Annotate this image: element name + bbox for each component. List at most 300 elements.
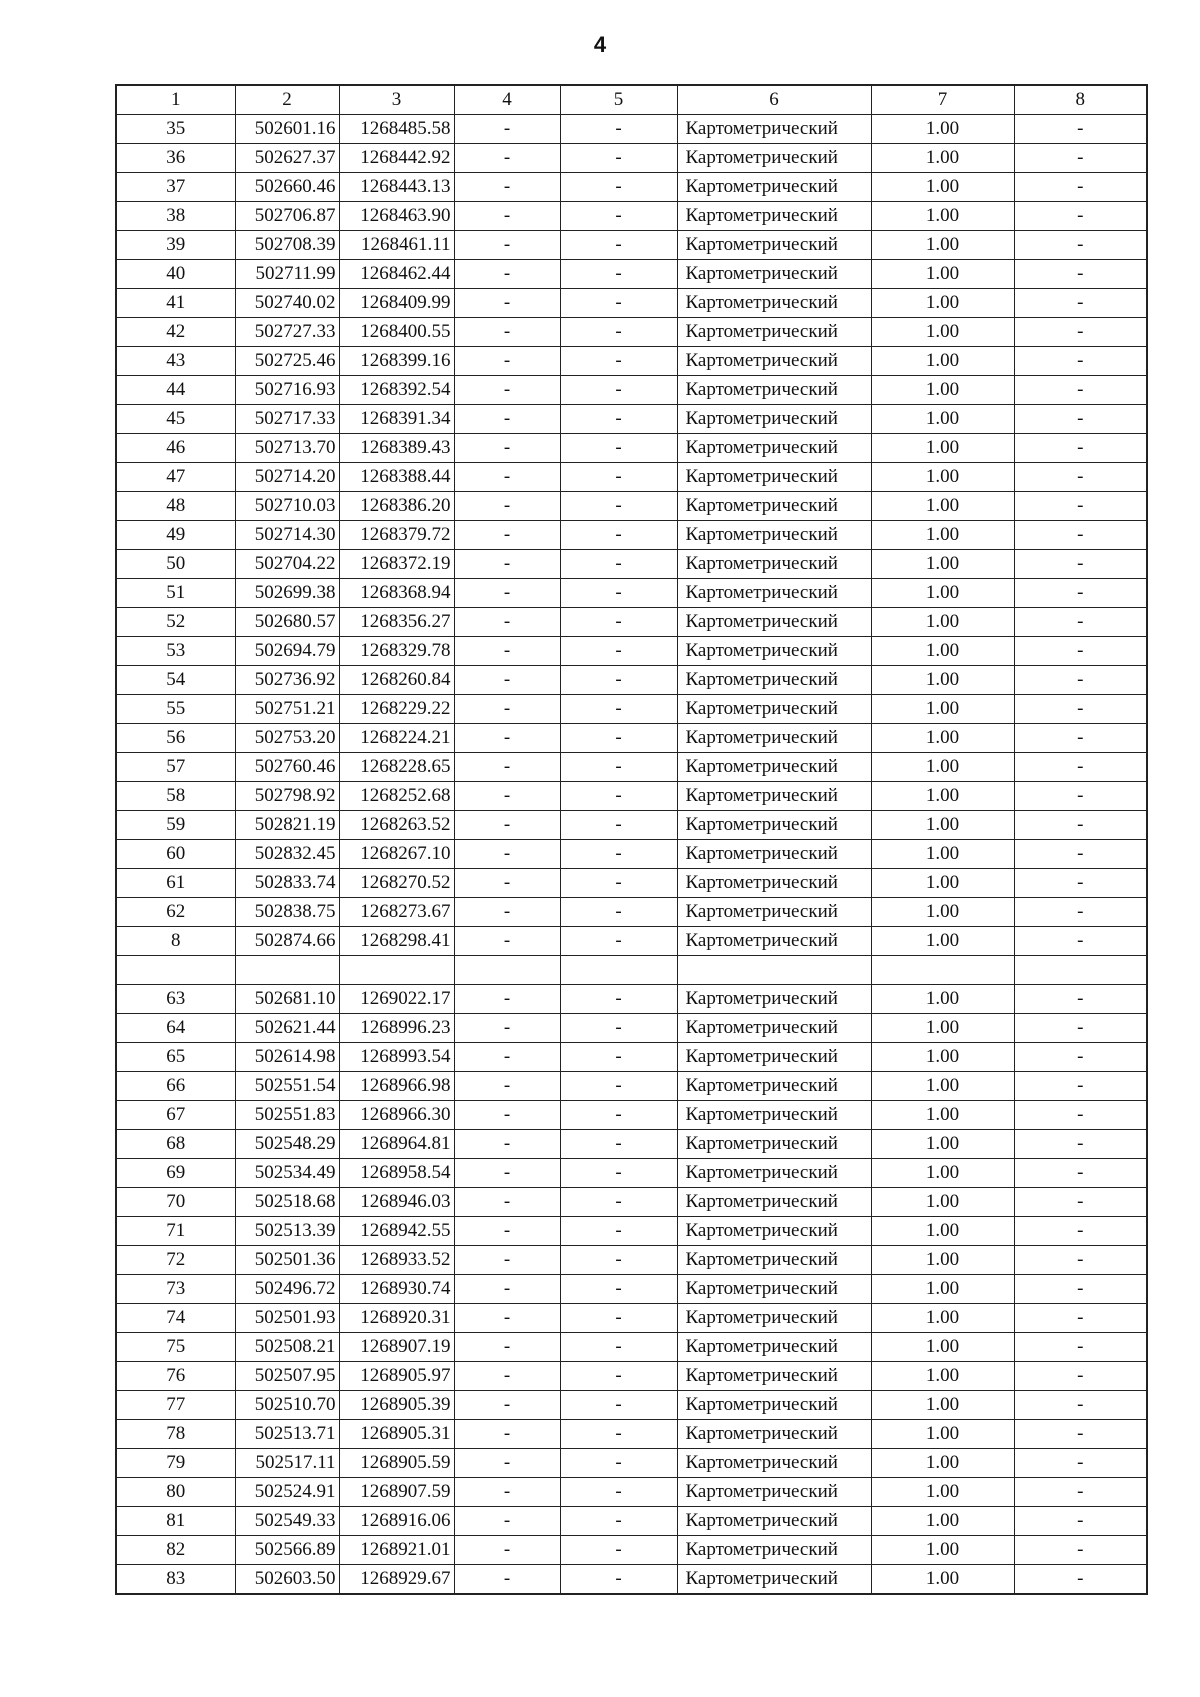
table-row <box>116 666 1147 695</box>
column-4-cell: - <box>454 1158 560 1187</box>
point-number-cell: 39 <box>116 231 235 260</box>
column-8-cell: - <box>1014 637 1147 666</box>
point-number-cell: 46 <box>116 434 235 463</box>
y-coordinate-cell: 1268368.94 <box>339 579 454 608</box>
column-5-cell <box>560 956 677 985</box>
column-8-cell: - <box>1014 695 1147 724</box>
accuracy-cell: 1.00 <box>871 463 1014 492</box>
column-5-cell: - <box>560 898 677 927</box>
column-5-cell: - <box>560 1274 677 1303</box>
x-coordinate-cell: 502751.21 <box>235 695 339 724</box>
y-coordinate-cell: 1268907.19 <box>339 1332 454 1361</box>
point-number-cell: 76 <box>116 1361 235 1390</box>
column-5-cell: - <box>560 1564 677 1594</box>
method-cell: Картометрический <box>677 260 871 289</box>
table-row <box>116 1158 1147 1187</box>
table-row <box>116 956 1147 985</box>
column-4-cell: - <box>454 1303 560 1332</box>
y-coordinate-cell: 1268462.44 <box>339 260 454 289</box>
y-coordinate-cell: 1268996.23 <box>339 1013 454 1042</box>
point-number-cell: 83 <box>116 1564 235 1594</box>
point-number-cell: 63 <box>116 984 235 1013</box>
accuracy-cell: 1.00 <box>871 434 1014 463</box>
point-number-cell: 50 <box>116 550 235 579</box>
accuracy-cell: 1.00 <box>871 492 1014 521</box>
x-coordinate-cell: 502710.03 <box>235 492 339 521</box>
column-4-cell: - <box>454 811 560 840</box>
point-number-cell: 53 <box>116 637 235 666</box>
point-number-cell: 58 <box>116 782 235 811</box>
x-coordinate-cell: 502725.46 <box>235 347 339 376</box>
method-cell: Картометрический <box>677 1274 871 1303</box>
column-8-cell: - <box>1014 1187 1147 1216</box>
column-4-cell: - <box>454 1274 560 1303</box>
table-row <box>116 1390 1147 1419</box>
table-row <box>116 1419 1147 1448</box>
y-coordinate-cell: 1268386.20 <box>339 492 454 521</box>
column-4-cell: - <box>454 376 560 405</box>
method-cell: Картометрический <box>677 550 871 579</box>
y-coordinate-cell: 1268929.67 <box>339 1564 454 1594</box>
column-8-cell: - <box>1014 347 1147 376</box>
method-cell: Картометрический <box>677 608 871 637</box>
column-5-cell: - <box>560 695 677 724</box>
column-5-cell: - <box>560 984 677 1013</box>
column-4-cell: - <box>454 115 560 144</box>
accuracy-cell: 1.00 <box>871 173 1014 202</box>
x-coordinate-cell: 502727.33 <box>235 318 339 347</box>
x-coordinate-cell: 502551.54 <box>235 1071 339 1100</box>
y-coordinate-cell: 1268463.90 <box>339 202 454 231</box>
accuracy-cell: 1.00 <box>871 637 1014 666</box>
x-coordinate-cell: 502832.45 <box>235 840 339 869</box>
accuracy-cell: 1.00 <box>871 927 1014 956</box>
accuracy-cell: 1.00 <box>871 202 1014 231</box>
column-5-cell: - <box>560 1187 677 1216</box>
y-coordinate-cell: 1268946.03 <box>339 1187 454 1216</box>
column-4-cell: - <box>454 608 560 637</box>
table-row <box>116 463 1147 492</box>
x-coordinate-cell: 502714.20 <box>235 463 339 492</box>
column-8-cell: - <box>1014 869 1147 898</box>
table-row <box>116 260 1147 289</box>
x-coordinate-cell: 502714.30 <box>235 521 339 550</box>
table-row <box>116 724 1147 753</box>
column-5-cell: - <box>560 1158 677 1187</box>
y-coordinate-cell: 1268443.13 <box>339 173 454 202</box>
column-8-cell: - <box>1014 927 1147 956</box>
column-8-cell: - <box>1014 144 1147 173</box>
column-8-cell: - <box>1014 463 1147 492</box>
point-number-cell: 56 <box>116 724 235 753</box>
y-coordinate-cell: 1268267.10 <box>339 840 454 869</box>
table-row <box>116 869 1147 898</box>
column-8-cell: - <box>1014 811 1147 840</box>
column-8-cell: - <box>1014 1477 1147 1506</box>
accuracy-cell: 1.00 <box>871 1448 1014 1477</box>
table-row <box>116 898 1147 927</box>
column-4-cell: - <box>454 550 560 579</box>
x-coordinate-cell: 502717.33 <box>235 405 339 434</box>
method-cell: Картометрический <box>677 1216 871 1245</box>
table-row <box>116 1303 1147 1332</box>
column-5-cell: - <box>560 318 677 347</box>
accuracy-cell: 1.00 <box>871 376 1014 405</box>
accuracy-cell: 1.00 <box>871 405 1014 434</box>
y-coordinate-cell: 1268252.68 <box>339 782 454 811</box>
y-coordinate-cell: 1268379.72 <box>339 521 454 550</box>
column-5-cell: - <box>560 811 677 840</box>
y-coordinate-cell: 1268907.59 <box>339 1477 454 1506</box>
method-cell: Картометрический <box>677 1477 871 1506</box>
column-5-cell: - <box>560 463 677 492</box>
column-4-cell: - <box>454 202 560 231</box>
accuracy-cell: 1.00 <box>871 782 1014 811</box>
y-coordinate-cell: 1268461.11 <box>339 231 454 260</box>
y-coordinate-cell: 1268921.01 <box>339 1535 454 1564</box>
column-5-cell: - <box>560 869 677 898</box>
x-coordinate-cell: 502680.57 <box>235 608 339 637</box>
page-number: 4 <box>593 32 607 57</box>
x-coordinate-cell: 502496.72 <box>235 1274 339 1303</box>
table-header-row <box>116 85 1147 115</box>
x-coordinate-cell: 502518.68 <box>235 1187 339 1216</box>
y-coordinate-cell: 1268270.52 <box>339 869 454 898</box>
column-4-cell: - <box>454 1535 560 1564</box>
accuracy-cell: 1.00 <box>871 1071 1014 1100</box>
column-4-cell <box>454 956 560 985</box>
column-8-cell: - <box>1014 318 1147 347</box>
column-8-cell: - <box>1014 1158 1147 1187</box>
method-cell: Картометрический <box>677 115 871 144</box>
method-cell: Картометрический <box>677 1187 871 1216</box>
column-4-cell: - <box>454 1042 560 1071</box>
y-coordinate-cell: 1268905.97 <box>339 1361 454 1390</box>
column-4-cell: - <box>454 434 560 463</box>
accuracy-cell: 1.00 <box>871 521 1014 550</box>
accuracy-cell: 1.00 <box>871 289 1014 318</box>
table-row <box>116 984 1147 1013</box>
table-row <box>116 202 1147 231</box>
accuracy-cell: 1.00 <box>871 1390 1014 1419</box>
y-coordinate-cell: 1268920.31 <box>339 1303 454 1332</box>
accuracy-cell: 1.00 <box>871 1129 1014 1158</box>
method-cell: Картометрический <box>677 811 871 840</box>
accuracy-cell: 1.00 <box>871 840 1014 869</box>
point-number-cell: 8 <box>116 927 235 956</box>
table-row <box>116 608 1147 637</box>
x-coordinate-cell: 502716.93 <box>235 376 339 405</box>
method-cell: Картометрический <box>677 840 871 869</box>
x-coordinate-cell: 502760.46 <box>235 753 339 782</box>
column-4-cell: - <box>454 1361 560 1390</box>
y-coordinate-cell: 1268400.55 <box>339 318 454 347</box>
accuracy-cell: 1.00 <box>871 347 1014 376</box>
x-coordinate-cell: 502551.83 <box>235 1100 339 1129</box>
y-coordinate-cell: 1268942.55 <box>339 1216 454 1245</box>
y-coordinate-cell: 1268228.65 <box>339 753 454 782</box>
y-coordinate-cell: 1268409.99 <box>339 289 454 318</box>
table-row <box>116 695 1147 724</box>
point-number-cell: 54 <box>116 666 235 695</box>
point-number-cell: 43 <box>116 347 235 376</box>
y-coordinate-cell: 1268442.92 <box>339 144 454 173</box>
accuracy-cell: 1.00 <box>871 666 1014 695</box>
column-8-cell: - <box>1014 376 1147 405</box>
y-coordinate-cell: 1268391.34 <box>339 405 454 434</box>
accuracy-cell: 1.00 <box>871 984 1014 1013</box>
accuracy-cell: 1.00 <box>871 1361 1014 1390</box>
method-cell: Картометрический <box>677 173 871 202</box>
method-cell <box>677 956 871 985</box>
point-number-cell: 78 <box>116 1419 235 1448</box>
y-coordinate-cell: 1268329.78 <box>339 637 454 666</box>
method-cell: Картометрический <box>677 1013 871 1042</box>
column-8-cell: - <box>1014 1100 1147 1129</box>
column-8-cell: - <box>1014 579 1147 608</box>
y-coordinate-cell: 1268392.54 <box>339 376 454 405</box>
table-row <box>116 782 1147 811</box>
column-4-cell: - <box>454 637 560 666</box>
table-row <box>116 927 1147 956</box>
method-cell: Картометрический <box>677 405 871 434</box>
column-8-cell: - <box>1014 1245 1147 1274</box>
x-coordinate-cell: 502821.19 <box>235 811 339 840</box>
column-8-cell: - <box>1014 1013 1147 1042</box>
x-coordinate-cell: 502534.49 <box>235 1158 339 1187</box>
point-number-cell: 51 <box>116 579 235 608</box>
accuracy-cell: 1.00 <box>871 1332 1014 1361</box>
point-number-cell: 57 <box>116 753 235 782</box>
y-coordinate-cell: 1268916.06 <box>339 1506 454 1535</box>
column-8-cell: - <box>1014 521 1147 550</box>
column-4-cell: - <box>454 1216 560 1245</box>
table-row <box>116 550 1147 579</box>
x-coordinate-cell: 502510.70 <box>235 1390 339 1419</box>
column-8-cell: - <box>1014 753 1147 782</box>
x-coordinate-cell: 502513.39 <box>235 1216 339 1245</box>
x-coordinate-cell: 502798.92 <box>235 782 339 811</box>
point-number-cell: 80 <box>116 1477 235 1506</box>
y-coordinate-cell: 1268372.19 <box>339 550 454 579</box>
accuracy-cell: 1.00 <box>871 608 1014 637</box>
method-cell: Картометрический <box>677 1564 871 1594</box>
column-8-cell: - <box>1014 492 1147 521</box>
column-5-cell: - <box>560 1506 677 1535</box>
accuracy-cell: 1.00 <box>871 318 1014 347</box>
column-5-cell: - <box>560 1245 677 1274</box>
column-header-8: 8 <box>1014 85 1147 115</box>
column-5-cell: - <box>560 347 677 376</box>
table-row <box>116 289 1147 318</box>
column-5-cell: - <box>560 115 677 144</box>
column-5-cell: - <box>560 927 677 956</box>
y-coordinate-cell: 1268966.98 <box>339 1071 454 1100</box>
column-5-cell: - <box>560 1419 677 1448</box>
column-8-cell: - <box>1014 434 1147 463</box>
column-5-cell: - <box>560 550 677 579</box>
column-5-cell: - <box>560 1303 677 1332</box>
point-number-cell: 40 <box>116 260 235 289</box>
x-coordinate-cell: 502614.98 <box>235 1042 339 1071</box>
column-5-cell: - <box>560 144 677 173</box>
column-4-cell: - <box>454 1390 560 1419</box>
table-row <box>116 492 1147 521</box>
point-number-cell: 71 <box>116 1216 235 1245</box>
column-8-cell: - <box>1014 666 1147 695</box>
y-coordinate-cell: 1268273.67 <box>339 898 454 927</box>
y-coordinate-cell: 1268389.43 <box>339 434 454 463</box>
point-number-cell: 48 <box>116 492 235 521</box>
method-cell: Картометрический <box>677 521 871 550</box>
column-4-cell: - <box>454 1448 560 1477</box>
point-number-cell: 55 <box>116 695 235 724</box>
accuracy-cell: 1.00 <box>871 1535 1014 1564</box>
y-coordinate-cell: 1268905.31 <box>339 1419 454 1448</box>
column-5-cell: - <box>560 579 677 608</box>
point-number-cell: 44 <box>116 376 235 405</box>
accuracy-cell: 1.00 <box>871 579 1014 608</box>
x-coordinate-cell <box>235 956 339 985</box>
point-number-cell: 52 <box>116 608 235 637</box>
point-number-cell <box>116 956 235 985</box>
accuracy-cell: 1.00 <box>871 550 1014 579</box>
x-coordinate-cell: 502507.95 <box>235 1361 339 1390</box>
column-8-cell: - <box>1014 260 1147 289</box>
accuracy-cell: 1.00 <box>871 115 1014 144</box>
table-row <box>116 753 1147 782</box>
column-8-cell: - <box>1014 173 1147 202</box>
y-coordinate-cell: 1268966.30 <box>339 1100 454 1129</box>
x-coordinate-cell: 502566.89 <box>235 1535 339 1564</box>
column-8-cell: - <box>1014 1390 1147 1419</box>
point-number-cell: 72 <box>116 1245 235 1274</box>
x-coordinate-cell: 502548.29 <box>235 1129 339 1158</box>
point-number-cell: 35 <box>116 115 235 144</box>
y-coordinate-cell: 1268905.39 <box>339 1390 454 1419</box>
method-cell: Картометрический <box>677 1390 871 1419</box>
method-cell: Картометрический <box>677 1042 871 1071</box>
coordinates-table <box>115 84 1148 1595</box>
column-5-cell: - <box>560 521 677 550</box>
x-coordinate-cell: 502681.10 <box>235 984 339 1013</box>
method-cell: Картометрический <box>677 984 871 1013</box>
column-4-cell: - <box>454 347 560 376</box>
column-5-cell: - <box>560 782 677 811</box>
accuracy-cell: 1.00 <box>871 231 1014 260</box>
column-8-cell: - <box>1014 840 1147 869</box>
column-8-cell: - <box>1014 202 1147 231</box>
column-4-cell: - <box>454 231 560 260</box>
column-8-cell: - <box>1014 405 1147 434</box>
column-5-cell: - <box>560 1332 677 1361</box>
column-5-cell: - <box>560 1071 677 1100</box>
accuracy-cell: 1.00 <box>871 144 1014 173</box>
column-5-cell: - <box>560 1361 677 1390</box>
method-cell: Картометрический <box>677 1071 871 1100</box>
accuracy-cell: 1.00 <box>871 260 1014 289</box>
point-number-cell: 37 <box>116 173 235 202</box>
column-8-cell: - <box>1014 1332 1147 1361</box>
x-coordinate-cell: 502508.21 <box>235 1332 339 1361</box>
table-row <box>116 1535 1147 1564</box>
column-header-5: 5 <box>560 85 677 115</box>
method-cell: Картометрический <box>677 1419 871 1448</box>
point-number-cell: 66 <box>116 1071 235 1100</box>
x-coordinate-cell: 502513.71 <box>235 1419 339 1448</box>
accuracy-cell: 1.00 <box>871 1013 1014 1042</box>
column-5-cell: - <box>560 434 677 463</box>
column-8-cell: - <box>1014 1419 1147 1448</box>
table-row <box>116 173 1147 202</box>
point-number-cell: 61 <box>116 869 235 898</box>
column-4-cell: - <box>454 1187 560 1216</box>
column-8-cell: - <box>1014 231 1147 260</box>
point-number-cell: 36 <box>116 144 235 173</box>
column-5-cell: - <box>560 231 677 260</box>
column-8-cell: - <box>1014 1216 1147 1245</box>
x-coordinate-cell: 502874.66 <box>235 927 339 956</box>
method-cell: Картометрический <box>677 782 871 811</box>
y-coordinate-cell: 1268930.74 <box>339 1274 454 1303</box>
accuracy-cell: 1.00 <box>871 695 1014 724</box>
point-number-cell: 81 <box>116 1506 235 1535</box>
table-row <box>116 521 1147 550</box>
accuracy-cell: 1.00 <box>871 724 1014 753</box>
x-coordinate-cell: 502660.46 <box>235 173 339 202</box>
method-cell: Картометрический <box>677 1448 871 1477</box>
table-row <box>116 347 1147 376</box>
y-coordinate-cell: 1268993.54 <box>339 1042 454 1071</box>
method-cell: Картометрический <box>677 289 871 318</box>
point-number-cell: 75 <box>116 1332 235 1361</box>
column-4-cell: - <box>454 492 560 521</box>
column-4-cell: - <box>454 579 560 608</box>
accuracy-cell: 1.00 <box>871 869 1014 898</box>
column-4-cell: - <box>454 318 560 347</box>
accuracy-cell: 1.00 <box>871 1100 1014 1129</box>
accuracy-cell: 1.00 <box>871 1245 1014 1274</box>
accuracy-cell: 1.00 <box>871 1506 1014 1535</box>
column-8-cell: - <box>1014 984 1147 1013</box>
table-row <box>116 1274 1147 1303</box>
column-4-cell: - <box>454 1245 560 1274</box>
point-number-cell: 49 <box>116 521 235 550</box>
table-row <box>116 1332 1147 1361</box>
y-coordinate-cell: 1268933.52 <box>339 1245 454 1274</box>
column-4-cell: - <box>454 289 560 318</box>
column-5-cell: - <box>560 840 677 869</box>
column-8-cell: - <box>1014 550 1147 579</box>
point-number-cell: 67 <box>116 1100 235 1129</box>
point-number-cell: 60 <box>116 840 235 869</box>
method-cell: Картометрический <box>677 1100 871 1129</box>
column-4-cell: - <box>454 695 560 724</box>
column-5-cell: - <box>560 1129 677 1158</box>
column-4-cell: - <box>454 1129 560 1158</box>
point-number-cell: 82 <box>116 1535 235 1564</box>
method-cell: Картометрический <box>677 1535 871 1564</box>
column-5-cell: - <box>560 1013 677 1042</box>
point-number-cell: 38 <box>116 202 235 231</box>
column-8-cell: - <box>1014 1042 1147 1071</box>
point-number-cell: 73 <box>116 1274 235 1303</box>
method-cell: Картометрический <box>677 1245 871 1274</box>
x-coordinate-cell: 502838.75 <box>235 898 339 927</box>
x-coordinate-cell: 502736.92 <box>235 666 339 695</box>
x-coordinate-cell: 502501.36 <box>235 1245 339 1274</box>
column-8-cell: - <box>1014 1361 1147 1390</box>
